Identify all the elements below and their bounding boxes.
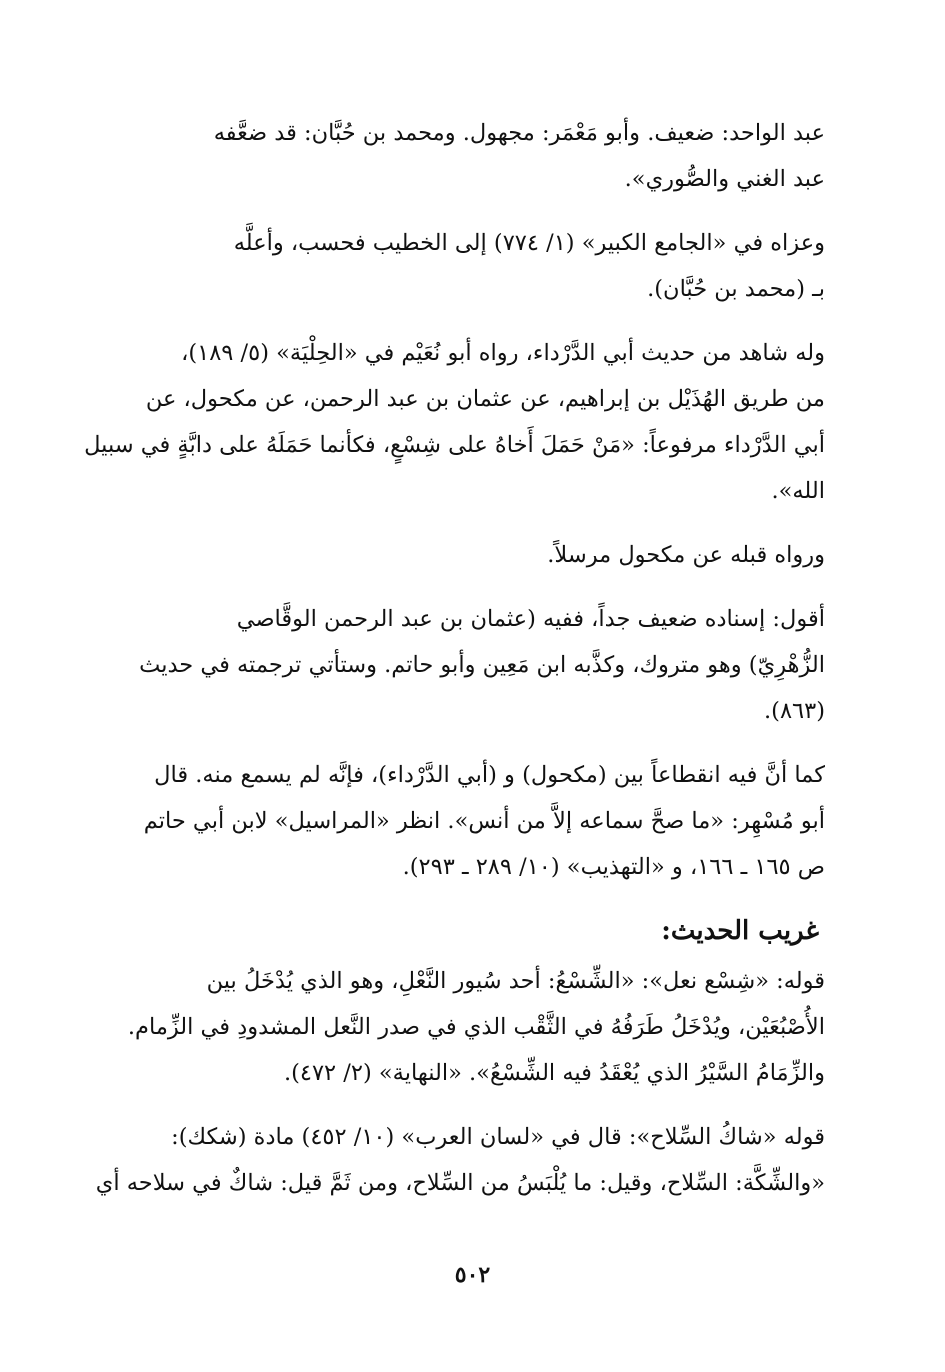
text-line: ورواه قبله عن مكحول مرسلاً. [547,542,825,568]
text-line: (٨٦٣). [764,698,825,724]
paragraph-weak-narrators [100,110,825,202]
glossary-entry-shak [95,1114,825,1206]
text-line: عبد الواحد: ضعيف. وأبو مَعْمَر: مجهول. ومحمد بن حُبَّان: قد ضعَّفه [213,120,825,146]
text-line: كما أنَّ فيه انقطاعاً بين (مكحول) و (أبي الدَّرْداء)، فإنَّه لم يسمع منه. قال [154,762,825,788]
text-line: أقول: إسناده ضعيف جداً، ففيه (عثمان بن عبد الرحمن الوقَّاصي [236,606,825,632]
text-line: ص ١٦٥ ـ ١٦٦، و «التهذيب» (١٠/ ٢٨٩ ـ ٢٩٣). [402,854,825,880]
text-line: وعزاه في «الجامع الكبير» (١/ ٧٧٤) إلى الخطيب فحسب، وأعلَّه [233,230,825,256]
paragraph-mursal [100,532,825,578]
section-heading: غريب الحديث: [661,916,819,946]
text-line: «والشِّكَّة: السِّلاح، وقيل: ما يُلْبَسُ من السِّلاح، ومن ثَمَّ قيل: شاكٌ في سلاحه أي [95,1170,825,1196]
text-line: والزِّمَامُ السَّيْرُ الذي يُعْقَدُ فيه الشِّسْعُ». «النهاية» (٢/ ٤٧٢). [283,1060,825,1086]
page-body [84,110,825,1224]
paragraph-broken-chain [100,752,825,890]
text-line: قوله: «شِسْع نعل»: «الشِّسْعُ: أحد سُيور النَّعْلِ، وهو الذي يُدْخَلُ بين [206,968,825,994]
text-line: الزُّهْرِيّ) وهو متروك، وكذَّبه ابن مَعِين وأبو حاتم. وستأتي ترجمته في حديث [139,652,825,678]
text-line: أبو مُسْهِر: «ما صحَّ سماعه إلاَّ من أنس». انظر «المراسيل» لابن أبي حاتم [143,808,825,834]
page-number: ٥٠٢ [454,1262,491,1288]
text-line: من طريق الهُذَيْل بن إبراهيم، عن عثمان بن عبد الرحمن، عن مكحول، عن [145,386,825,412]
paragraph-attribution [100,220,825,312]
text-line: الأُصْبُعَيْن، ويُدْخَلُ طَرَفُهُ في الثَّقْب الذي في صدر النَّعل المشدودِ في الزِّمام. [127,1014,825,1040]
text-line: الله». [771,478,825,504]
text-line: وله شاهد من حديث أبي الدَّرْداء، رواه أبو نُعَيْم في «الحِلْيَة» (٥/ ١٨٩)، [181,340,825,366]
glossary-entry-shis [100,958,825,1096]
text-line: بـ (محمد بن حُبَّان). [647,276,825,302]
text-line: قوله «شاكُ السِّلاح»: قال في «لسان العرب» (١٠/ ٤٥٢) مادة (شكك): [171,1124,825,1150]
text-line: عبد الغني والصُّوري». [624,166,825,192]
paragraph-supporting-hadith [84,330,825,514]
paragraph-author-opinion [100,596,825,734]
text-line: أبي الدَّرْداء مرفوعاً: «مَنْ حَمَلَ أَخاهُ على شِسْعٍ، فكأنما حَمَلَهُ على دابَّةٍ في سبيل [84,432,825,458]
